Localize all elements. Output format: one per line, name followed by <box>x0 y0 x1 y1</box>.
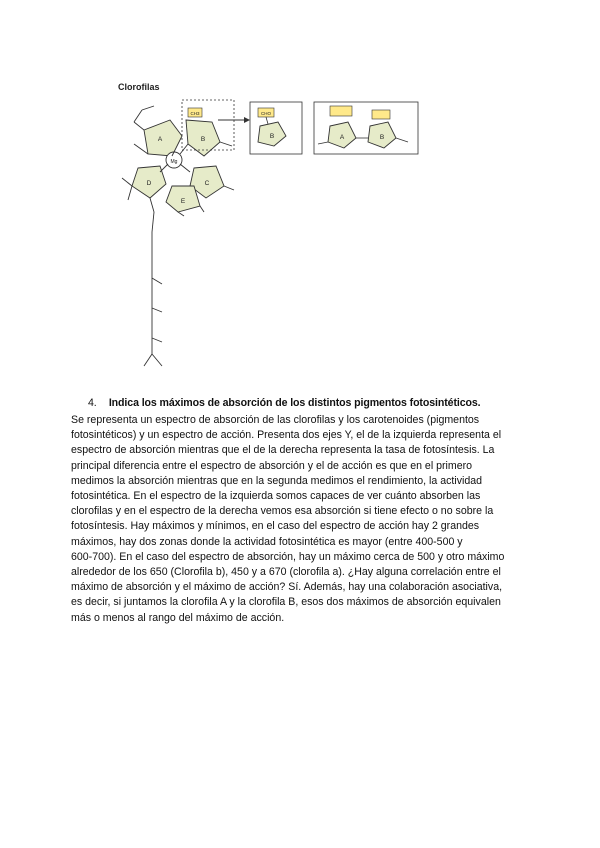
zoom-ring-a-label: A <box>339 134 345 141</box>
chlorophyll-structure-figure <box>108 82 478 382</box>
ring-label-c: C <box>204 180 210 187</box>
answer-line: fotosintética. En el espectro de la izquierda somos capaces de ver cuánto absorben las <box>71 490 481 503</box>
answer-line: medimos la absorción mientras que en la segunda medimos el rendimiento, la actividad <box>71 474 483 487</box>
ring-label-b: B <box>200 136 206 143</box>
answer-line: máximo de absorción y el máximo de acción? Sí. Además, hay una colaboración asociativa, <box>71 581 503 594</box>
zoom-ring-b-label: B <box>269 133 275 140</box>
answer-line: 600-700). En el caso del espectro de absorción, hay un máximo cerca de 500 y otro máximo <box>71 550 505 563</box>
question-text: Indica los máximos de absorción de los distintos pigmentos fotosintéticos. <box>108 397 481 409</box>
chlorophyll-diagram <box>108 82 478 382</box>
ring-label-a: A <box>157 136 163 143</box>
replaced-group-label: CH3 <box>190 111 200 116</box>
figure-title: Clorofilas <box>118 82 160 92</box>
answer-line: clorofilas y en el espectro de la derecha vemos esa absorción si tiene efecto o no sobre la <box>71 505 494 518</box>
question-heading <box>88 397 481 409</box>
group-highlight-a <box>330 106 352 116</box>
answer-line: espectro de absorción mientras que el de la derecha representa la tasa de fotosíntesis. La <box>71 444 495 457</box>
question-number: 4. <box>88 397 97 409</box>
ring-label-e: E <box>180 198 186 205</box>
answer-line: Se representa un espectro de absorción de las clorofilas y los carotenoides (pigmentos <box>71 414 480 426</box>
zoom-ring-b2-label: B <box>379 134 385 141</box>
answer-line: fotosíntesis. Hay máximos y mínimos, en el caso del espectro de acción hay 2 grandes <box>71 520 480 533</box>
ring-label-d: D <box>146 180 152 187</box>
answer-line: principal diferencia entre el espectro de absorción y el de acción es que en el primero <box>71 459 473 472</box>
metal-label: Mg <box>170 159 178 165</box>
answer-line: más o menos al rango del máximo de acción. <box>71 611 285 624</box>
answer-paragraph <box>71 413 531 626</box>
answer-line: máximos, hay dos zonas donde la actividad fotosintética es mayor (entre 400-500 y <box>71 535 463 548</box>
answer-line: fotosintéticos) y un espectro de acción. Presenta dos ejes Y, el de la izquierda representa el <box>71 429 502 442</box>
ring-a-shape <box>144 120 182 156</box>
answer-line: alrededor de los 650 (Clorofila b), 450 y a 670 (clorofila a). ¿Hay alguna correlación entre el <box>71 566 501 579</box>
answer-line: es decir, si juntamos la clorofila A y la clorofila B, esos dos máximos de absorción equivalen <box>71 596 501 609</box>
cho-group-label: CHO <box>261 111 271 116</box>
group-highlight-b2 <box>372 110 390 119</box>
